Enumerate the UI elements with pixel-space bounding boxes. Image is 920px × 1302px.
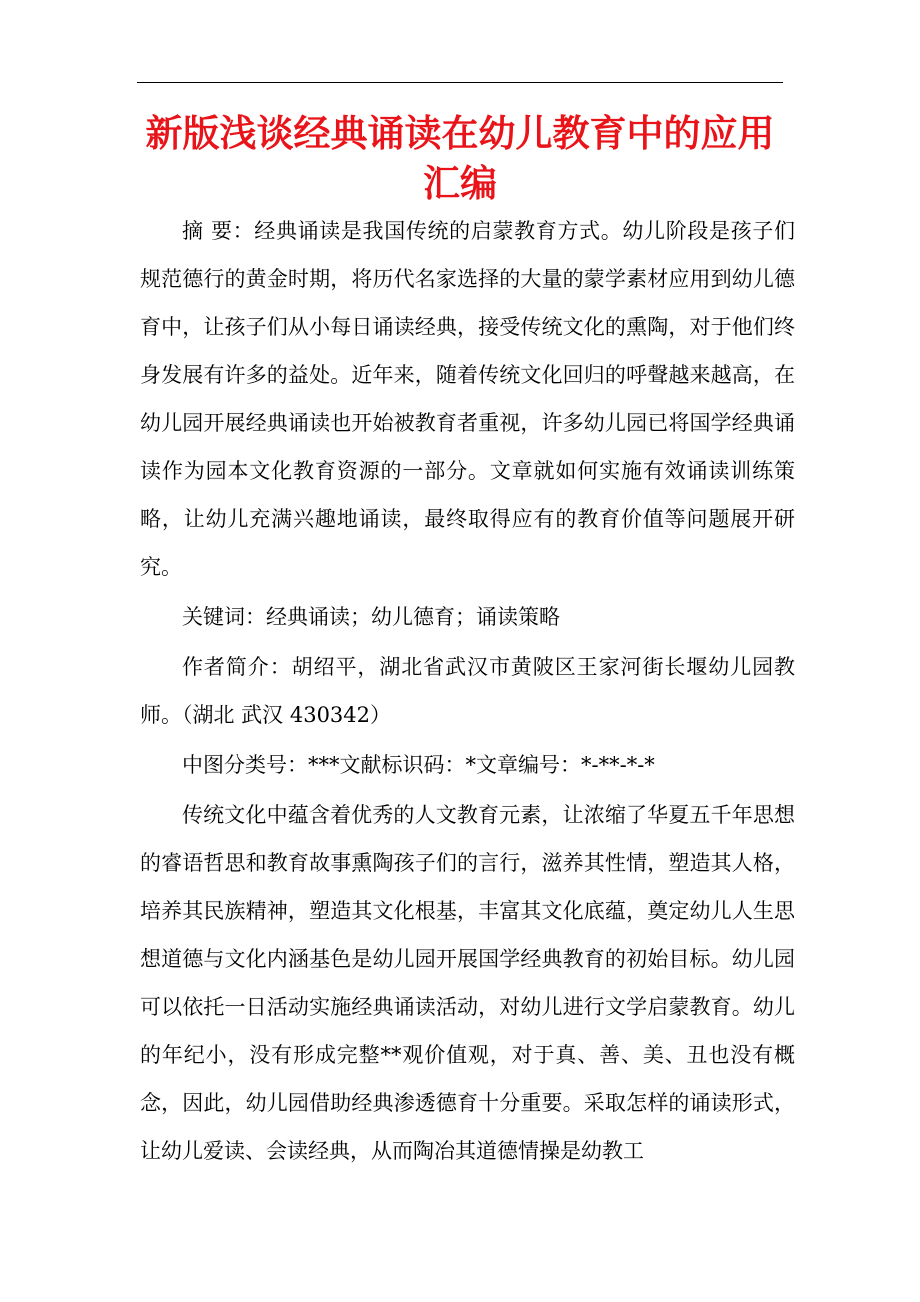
keywords-line: 关键词：经典诵读；幼儿德育；诵读策略 bbox=[182, 605, 560, 629]
classification-line: 中图分类号：***文献标识码：*文章编号：*-**-*-* bbox=[182, 753, 655, 777]
abstract-paragraph: 摘 要：经典诵读是我国传统的启蒙教育方式。幼儿阶段是孩子们规范德行的黄金时期，将历代名家选择的大量的蒙学素材应用到幼儿德育中，让孩子们从小每日诵读经典，接受传统文化的熏陶，对于他们终身发展有许多的益处。近年来，随着传统文化回归的呼聲越来越高，在幼儿园开展经典诵读也开始被教育者重视，许多幼儿园已将国学经典诵读作为园本文化教育资源的一部分。文章就如何实施有效诵读训练策略，让幼儿充满兴趣地诵读，最终取得应有的教育价值等问题展开研究。 bbox=[140, 219, 795, 579]
header-rule bbox=[137, 82, 783, 83]
author-bio: 作者简介：胡绍平，湖北省武汉市黄陂区王家河街长堰幼儿园教师。（湖北 武汉 430342） bbox=[140, 655, 795, 727]
document-title: 新版浅谈经典诵读在幼儿教育中的应用汇编 bbox=[145, 111, 775, 205]
document-body bbox=[140, 207, 795, 1175]
body-paragraph: 传统文化中蕴含着优秀的人文教育元素，让浓缩了华夏五千年思想的睿语哲思和教育故事熏陶孩子们的言行，滋养其性情，塑造其人格，培养其民族精神，塑造其文化根基，丰富其文化底蕴，奠定幼儿人生思想道德与文化内涵基色是幼儿园开展国学经典教育的初始目标。幼儿园可以依托一日活动实施经典诵读活动，对幼儿进行文学启蒙教育。幼儿的年纪小，没有形成完整**观价值观，对于真、善、美、丑也没有概念，因此，幼儿园借助经典渗透德育十分重要。采取怎样的诵读形式，让幼儿爱读、会读经典，从而陶冶其道德情操是幼教工 bbox=[140, 803, 795, 1163]
